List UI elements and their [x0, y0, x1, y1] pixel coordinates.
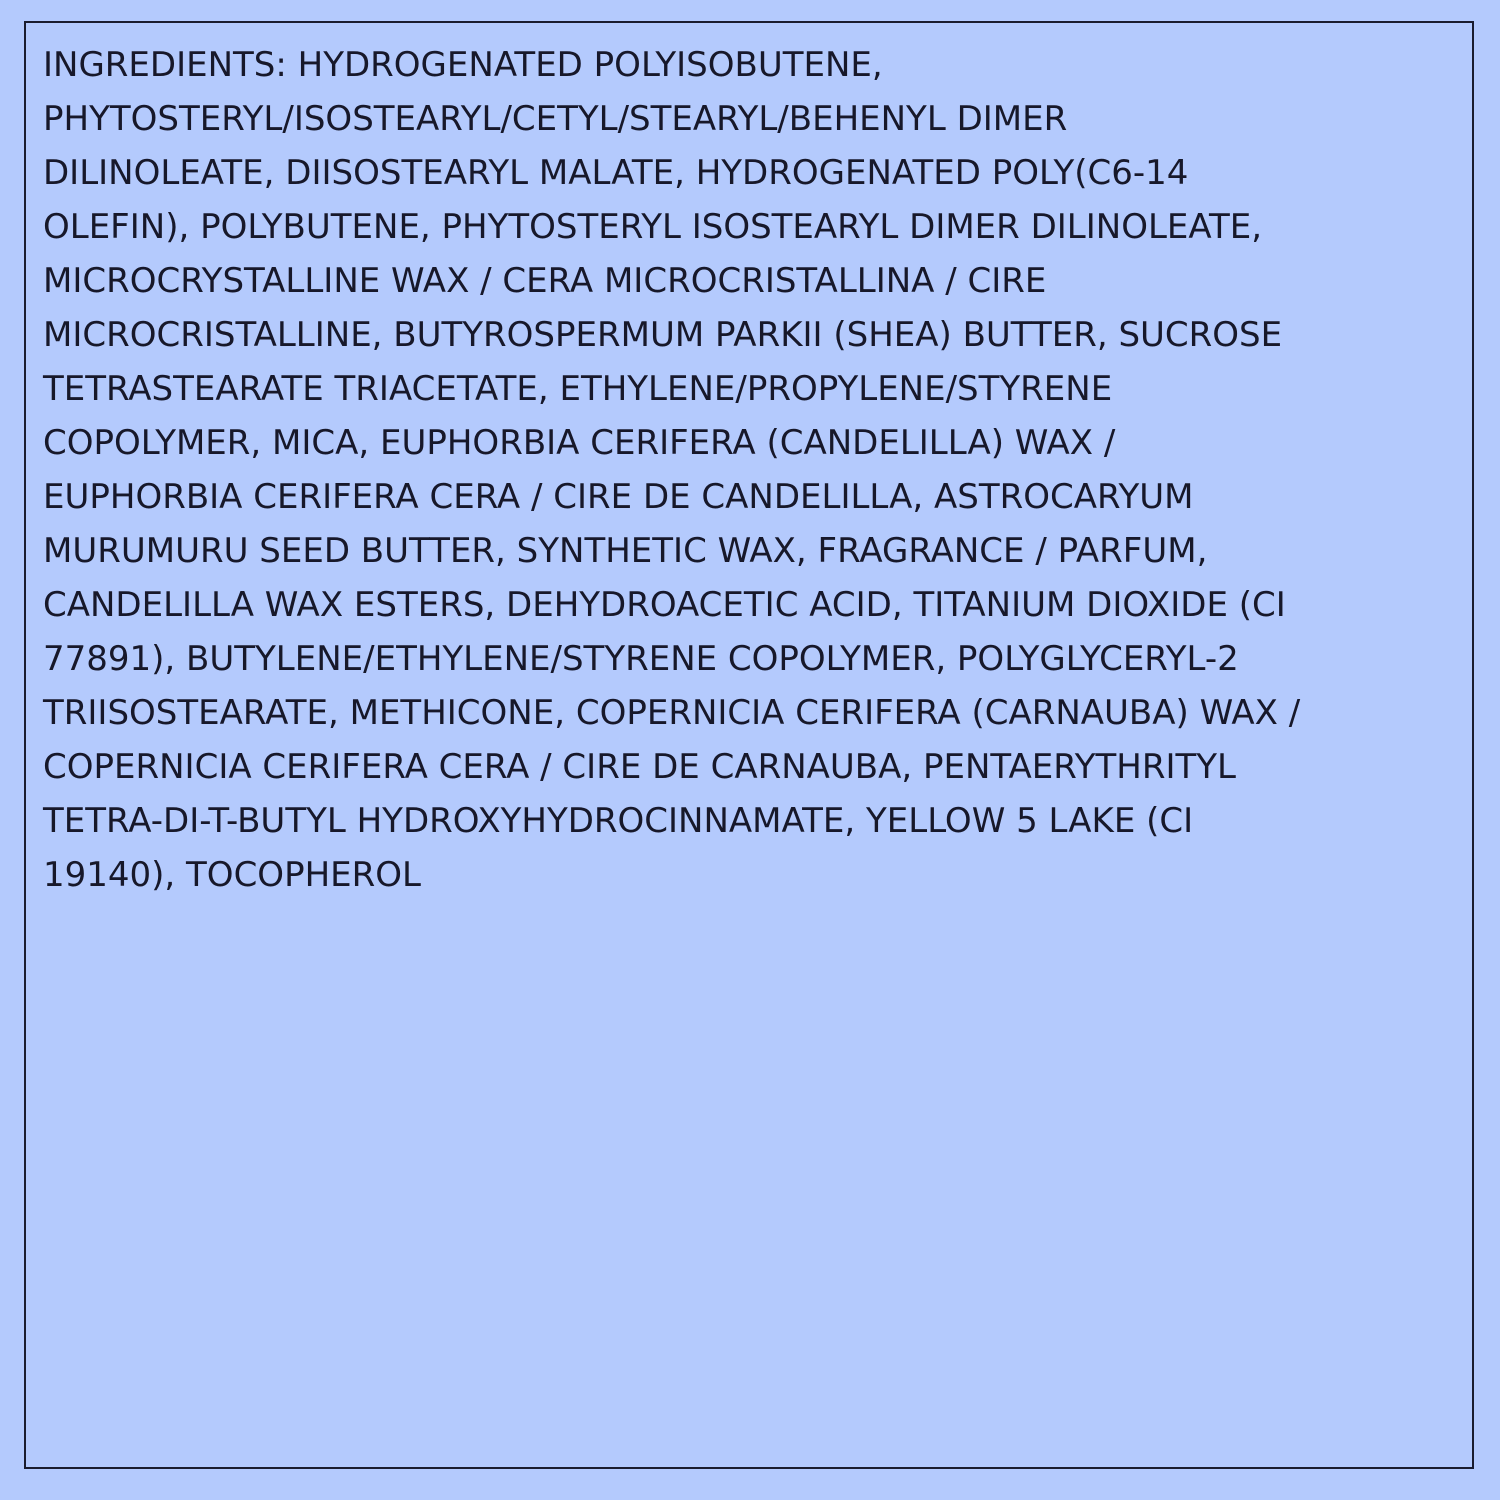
ingredients-line: DILINOLEATE, DIISOSTEARYL MALATE, HYDROGENATED POLY(C6-14: [43, 153, 1189, 193]
ingredients-line: INGREDIENTS: HYDROGENATED POLYISOBUTENE,: [43, 45, 883, 85]
ingredients-line: OLEFIN), POLYBUTENE, PHYTOSTERYL ISOSTEARYL DIMER DILINOLEATE,: [43, 207, 1263, 247]
ingredients-line: COPOLYMER, MICA, EUPHORBIA CERIFERA (CANDELILLA) WAX /: [43, 423, 1116, 463]
ingredients-line: CANDELILLA WAX ESTERS, DEHYDROACETIC ACID, TITANIUM DIOXIDE (CI: [43, 585, 1286, 625]
ingredients-line: MICROCRYSTALLINE WAX / CERA MICROCRISTALLINA / CIRE: [43, 261, 1047, 301]
ingredients-line: 77891), BUTYLENE/ETHYLENE/STYRENE COPOLYMER, POLYGLYCERYL-2: [43, 639, 1239, 679]
ingredients-line: COPERNICIA CERIFERA CERA / CIRE DE CARNAUBA, PENTAERYTHRITYL: [43, 747, 1236, 787]
ingredients-line: PHYTOSTERYL/ISOSTEARYL/CETYL/STEARYL/BEHENYL DIMER: [43, 99, 1068, 139]
ingredients-line: TETRASTEARATE TRIACETATE, ETHYLENE/PROPYLENE/STYRENE: [43, 369, 1113, 409]
ingredients-line: 19140), TOCOPHEROL: [43, 855, 421, 895]
ingredients-list: [43, 38, 1463, 902]
ingredients-line: TRIISOSTEARATE, METHICONE, COPERNICIA CERIFERA (CARNAUBA) WAX /: [43, 693, 1301, 733]
ingredients-line: TETRA-DI-T-BUTYL HYDROXYHYDROCINNAMATE, YELLOW 5 LAKE (CI: [43, 801, 1194, 841]
ingredients-line: MICROCRISTALLINE, BUTYROSPERMUM PARKII (SHEA) BUTTER, SUCROSE: [43, 315, 1283, 355]
ingredients-line: EUPHORBIA CERIFERA CERA / CIRE DE CANDELILLA, ASTROCARYUM: [43, 477, 1194, 517]
ingredients-line: MURUMURU SEED BUTTER, SYNTHETIC WAX, FRAGRANCE / PARFUM,: [43, 531, 1208, 571]
